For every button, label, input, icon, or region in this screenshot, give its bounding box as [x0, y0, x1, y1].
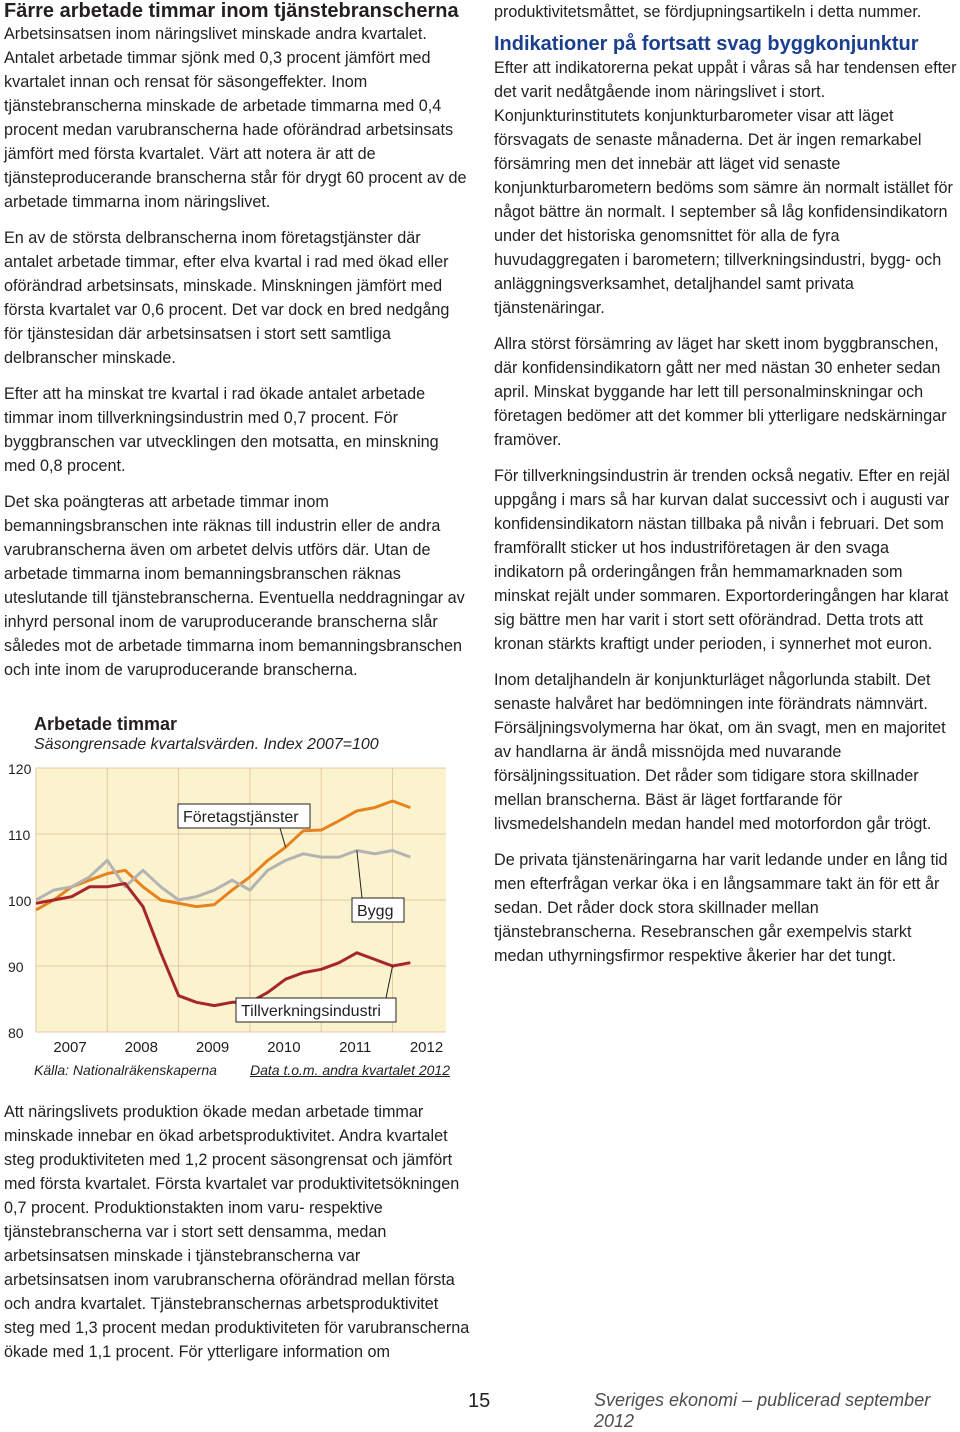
paragraph: Allra störst försämring av läget har skett inom byggbranschen, där konfidensindikatorn gått ner med nästan 30 enheter sedan april. Minskat byggande har lett till personalminskningar och företagen bedömer att det kommer bli ytterligare nedskärningar framöver.: [494, 335, 947, 449]
paragraph: En av de största delbranscherna inom företagstjänster där antalet arbetade timmar, efter elva kvartal i rad med ökad eller oförändrad arbetsinsats, minskade. Minskningen jämfört med första kvartalet var 0,6 procent. Det var dock en bred nedgång för tjänstesidan där arbetsinsatsen i stort sett samtliga delbranscher minskade.: [4, 229, 450, 367]
paragraph: Det ska poängteras att arbetade timmar inom bemanningsbranschen inte räknas till industrin eller de andra varubranscherna även om arbetet delvis utförs där. Utan de arbetade timmarna inom bemanningsbranschen räknas uteslutande till tjänstebranscherna. Eventuella neddragningar av inhyrd personal inom de varuproducerande branscherna slår således mot de arbetade timmarna inom bemanningsbranschen och inte inom de varuproducerande branscherna.: [4, 493, 465, 679]
paragraph: Efter att indikatorerna pekat uppåt i våras så har tendensen efter det varit nedåtgående inom näringslivet i stort. Konjunkturinstitutets konjunkturbarometer visar att läget försvagats de senaste månaderna. Det är ingen remarkabel försämring men det innebär att läget vid senaste konjunkturbarometern bedöms som sämre än normalt istället för något bättre än normalt. I september så låg konfidensindikatorn under det historiska genomsnittet för alla de fyra huvudaggregaten i barometern; tillverkningsindustri, bygg- och anläggningsverksamhet, detaljhandel samt privata tjänstenäringar.: [494, 59, 957, 317]
y-tick-label: 100: [8, 893, 32, 909]
paragraph: För tillverkningsindustrin är trenden också negativ. Efter en rejäl uppgång i mars så har kurvan dalat successivt och i augusti var konfidensindikatorn nästan tillbaka på nivån i februari. Det som framförallt sticker ut hos industriföretagen är den svaga indikatorn på orderingången från hemmamarknaden som minskat rejält under sommaren. Exportorderingången har klarat sig bättre men har varit i stort sett oförändrad. Detta trots att kronan stärkts kraftigt under perioden, i synnerhet mot euron.: [494, 467, 950, 653]
paragraph: Efter att ha minskat tre kvartal i rad ökade antalet arbetade timmar inom tillverkningsindustrin med 0,7 procent. För byggbranschen var utvecklingen den motsatta, en minskning med 0,8 procent.: [4, 385, 439, 475]
left-column: [4, 0, 470, 682]
x-tick-label: 2007: [53, 1039, 87, 1056]
chart-data-note: Data t.o.m. andra kvartalet 2012: [250, 1062, 450, 1078]
label-construction: Bygg: [357, 903, 394, 920]
paragraph: Inom detaljhandeln är konjunkturläget någorlunda stabilt. Det senaste halvåret har bedömningen inte förändrats nämnvärt. Försäljningsvolymerna har ökat, om än svagt, men en majoritet av handlarna är ändå missnöjda med nuvarande försäljningssituation. Det råder som tidigare stora skillnader mellan branscherna. Bäst är läget fortfarande för livsmedelshandeln medan handel med motorfordon går trögt.: [494, 671, 946, 833]
x-tick-label: 2012: [409, 1039, 444, 1056]
y-tick-label: 120: [8, 761, 32, 777]
paragraph: produktivitetsmåttet, se fördjupningsartikeln i detta nummer.: [494, 3, 922, 21]
x-tick-label: 2011: [339, 1039, 372, 1056]
page-number: 15: [468, 1390, 491, 1412]
chart-arbetade-timmar: [0, 712, 466, 1084]
paragraph: Arbetsinsatsen inom näringslivet minskade andra kvartalet. Antalet arbetade timmar sjönk med 0,3 procent jämfört med kvartalet innan och rensat för säsongeffekter. Inom tjänstebranscherna minskade de arbetade timmarna med 0,4 procent medan varubranscherna hade oförändrad arbetsinsats jämfört med första kvartalet. Värt att notera är att de tjänsteproducerande branscherna står för drygt 60 procent av de arbetade timmarna inom näringslivet.: [4, 25, 467, 211]
x-tick-label: 2010: [267, 1039, 301, 1056]
x-tick-label: 2008: [124, 1039, 158, 1056]
paragraph: Att näringslivets produktion ökade medan arbetade timmar minskade innebar en ökad arbetsproduktivitet. Andra kvartalet steg produktiviteten med 1,2 procent säsongrensat och jämfört med första kvartalet. Första kvartalet var produktivitetsökningen 0,7 procent. Produktionstakten inom varu- respektive tjänstebranscherna var i stort sett densamma, medan arbetsinsatsen minskade i tjänstebranscherna var arbetsinsatsen inom varubranscherna oförändrad mellan första och andra kvartalet. Tjänstebranschernas arbetsproduktivitet steg med 1,3 procent medan produktiviteten för varubranscherna ökade med 1,1 procent. För ytterligare information om: [4, 1103, 470, 1361]
chart-title: Arbetade timmar: [34, 714, 178, 734]
label-manufacturing: Tillverkningsindustri: [241, 1003, 381, 1020]
x-tick-label: 2009: [195, 1039, 230, 1056]
publication-date: publicerad september 2012: [594, 1390, 931, 1431]
publication-dash: –: [737, 1390, 758, 1410]
y-tick-label: 80: [8, 1025, 24, 1041]
section-heading-hours: Färre arbetade timmar inom tjänstebranscherna: [4, 0, 459, 22]
chart-source: Källa: Nationalräkenskaperna: [34, 1062, 217, 1078]
publication-info: [594, 1390, 960, 1432]
right-column: [494, 0, 958, 968]
publication-name: Sveriges ekonomi: [594, 1390, 738, 1410]
section-heading-construction: Indikationer på fortsatt svag byggkonjunktur: [494, 33, 919, 55]
chart-plot: [0, 712, 466, 1058]
label-services: Företagstjänster: [183, 809, 299, 826]
left-bottom: [4, 1100, 470, 1364]
chart-subtitle: Säsongrensade kvartalsvärden. Index 2007=100: [34, 736, 379, 753]
y-tick-label: 90: [8, 959, 24, 975]
y-tick-label: 110: [8, 827, 31, 843]
paragraph: De privata tjänstenäringarna har varit ledande under en lång tid men efterfrågan verkar öka i en långsammare takt än för ett år sedan. Det råder dock stora skillnader mellan tjänstebranscherna. Resebranschen går exempelvis starkt medan uthyrningsfirmor respektive åkerier har det tungt.: [494, 851, 948, 965]
